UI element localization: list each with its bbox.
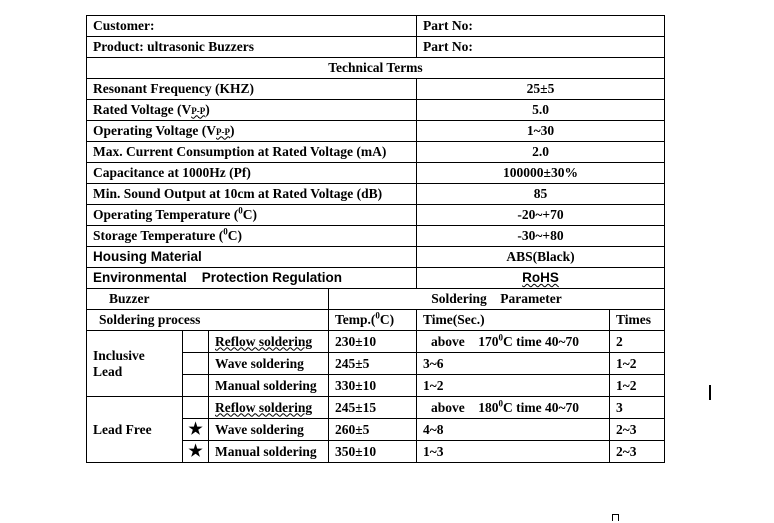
product-cell: Product: ultrasonic Buzzers: [87, 37, 417, 58]
star-icon: ★: [183, 441, 209, 463]
col-temp: Temp.($^0$C): [329, 310, 417, 331]
method-cell: Manual soldering: [209, 441, 329, 463]
spec-value: RoHS: [417, 268, 665, 289]
partno-cell-1: Part No:: [417, 16, 665, 37]
times-cell: 3: [610, 397, 665, 419]
group-label-lead-free: Lead Free: [87, 397, 183, 463]
time-cell: 1~3: [417, 441, 610, 463]
spec-name: Operating Temperature ($^0$C): [87, 205, 417, 226]
temp-cell: 230±10: [329, 331, 417, 353]
times-cell: 2: [610, 331, 665, 353]
mark-cell: [183, 353, 209, 375]
time-cell: above $170^0C$ time 40~70: [417, 331, 610, 353]
times-cell: 2~3: [610, 419, 665, 441]
spec-value: -20~+70: [417, 205, 665, 226]
spec-name: Environmental Protection Regulation: [87, 268, 417, 289]
method-cell: Reflow soldering: [209, 331, 329, 353]
temp-cell: 330±10: [329, 375, 417, 397]
buzzer-label: Buzzer: [87, 289, 329, 310]
times-cell: 1~2: [610, 375, 665, 397]
mark-cell: [183, 331, 209, 353]
spec-value: 25±5: [417, 79, 665, 100]
temp-cell: 245±15: [329, 397, 417, 419]
method-cell: Manual soldering: [209, 375, 329, 397]
spec-value: 100000±30%: [417, 163, 665, 184]
spec-value: 5.0: [417, 100, 665, 121]
spec-table: [86, 15, 665, 463]
col-times: Times: [610, 310, 665, 331]
time-cell: 4~8: [417, 419, 610, 441]
temp-cell: 245±5: [329, 353, 417, 375]
mark-cell: [183, 397, 209, 419]
partno-cell-2: Part No:: [417, 37, 665, 58]
spec-name: Rated Voltage (VP-P): [87, 100, 417, 121]
spec-name: Operating Voltage (VP-P): [87, 121, 417, 142]
spec-name: Min. Sound Output at 10cm at Rated Voltage (dB): [87, 184, 417, 205]
col-time: Time(Sec.): [417, 310, 610, 331]
mark-cell: [183, 375, 209, 397]
temp-cell: 350±10: [329, 441, 417, 463]
spec-name: Resonant Frequency (KHZ): [87, 79, 417, 100]
times-cell: 1~2: [610, 353, 665, 375]
spec-name: Storage Temperature ($^0$C): [87, 226, 417, 247]
section-title: Technical Terms: [87, 58, 665, 79]
spec-value: 1~30: [417, 121, 665, 142]
star-icon: ★: [183, 419, 209, 441]
soldering-parameter-label: Soldering Parameter: [329, 289, 665, 310]
group-label-inclusive-lead: Inclusive Lead: [87, 331, 183, 397]
spec-value: 2.0: [417, 142, 665, 163]
edge-mark: [709, 385, 711, 400]
spec-value: ABS(Black): [417, 247, 665, 268]
time-cell: 1~2: [417, 375, 610, 397]
spec-name: Max. Current Consumption at Rated Voltage (mA): [87, 142, 417, 163]
time-cell: 3~6: [417, 353, 610, 375]
method-cell: Wave soldering: [209, 353, 329, 375]
time-cell: above $180^0C$ time 40~70: [417, 397, 610, 419]
method-cell: Wave soldering: [209, 419, 329, 441]
customer-cell: Customer:: [87, 16, 417, 37]
method-cell: Reflow soldering: [209, 397, 329, 419]
corner-mark: [612, 514, 619, 521]
times-cell: 2~3: [610, 441, 665, 463]
spec-name: Housing Material: [87, 247, 417, 268]
spec-name: Capacitance at 1000Hz (Pf): [87, 163, 417, 184]
temp-cell: 260±5: [329, 419, 417, 441]
soldering-process-label: Soldering process: [87, 310, 329, 331]
spec-value: -30~+80: [417, 226, 665, 247]
spec-value: 85: [417, 184, 665, 205]
